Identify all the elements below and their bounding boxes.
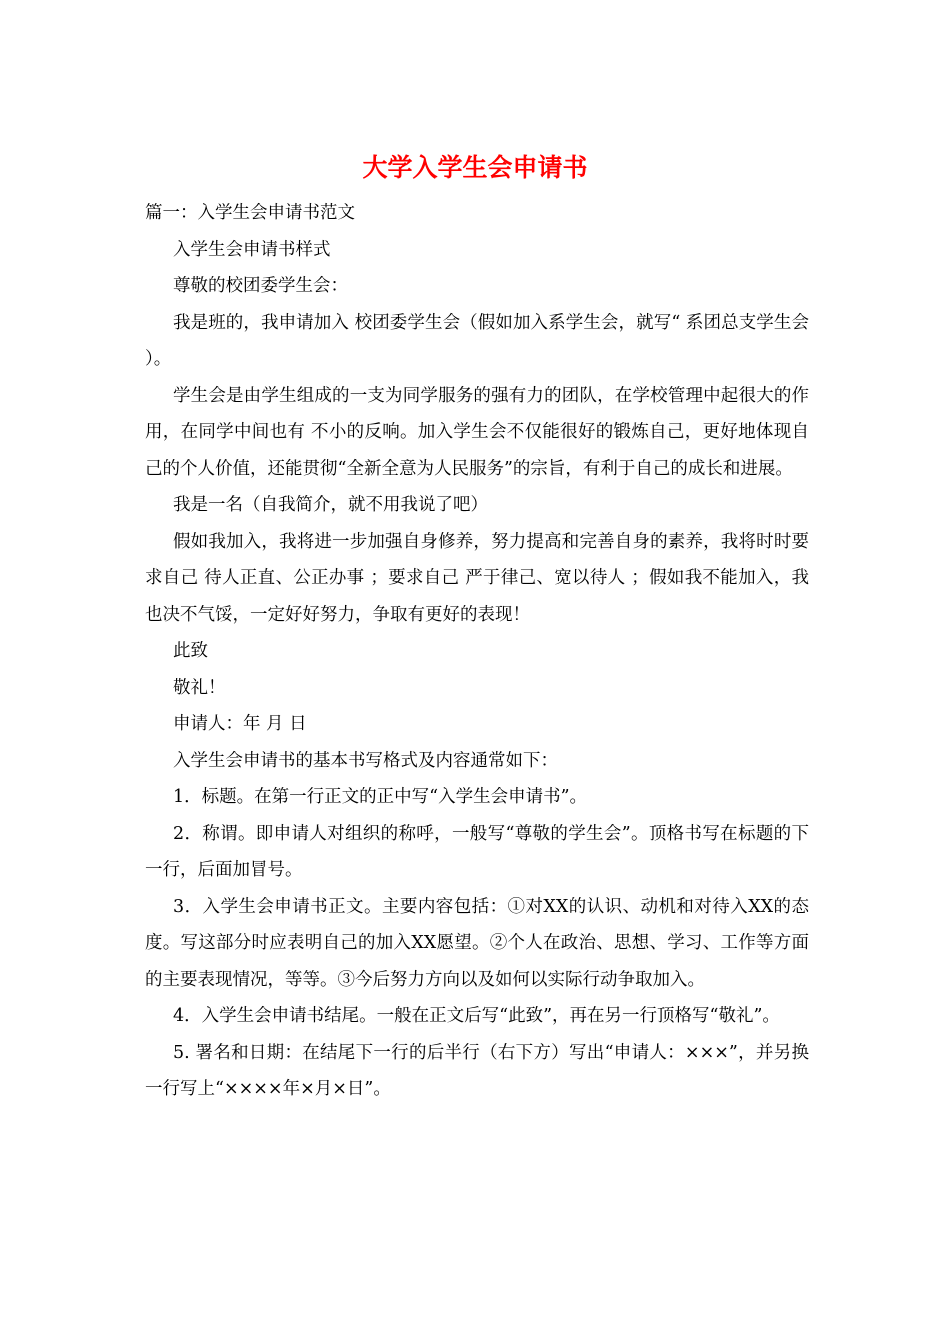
- document-body: [145, 195, 809, 1108]
- paragraph: 入学生会申请书的基本书写格式及内容通常如下：: [173, 750, 558, 771]
- paragraph: 我是一名（自我简介，就不用我说了吧）: [173, 495, 488, 515]
- paragraph: 我是班的，我申请加入 校团委学生会（假如加入系学生会，就写“ 系团总支学生会 ）。: [145, 312, 809, 369]
- section-heading: 篇一：入学生会申请书范文: [145, 203, 355, 223]
- list-item: 1．标题。在第一行正文的正中写“入学生会申请书”。: [173, 787, 588, 807]
- closing-line: 此致: [173, 641, 208, 661]
- paragraph: 假如我加入，我将进一步加强自身修养，努力提高和完善自身的素养，我将时时要求自己 待人正直、公正办事 ；要求自己 严于律己、宽以待人 ；假如我不能加入，我也决不气馁，一定好好努力，争取有更好的表现！: [145, 531, 809, 625]
- salutation: 尊敬的校团委学生会：: [173, 276, 348, 296]
- paragraph: 入学生会申请书样式: [173, 239, 331, 260]
- list-item: 4．入学生会申请书结尾。一般在正文后写“此致”，再在另一行顶格写“敬礼”。: [173, 1006, 780, 1026]
- document-title: 大学入学生会申请书: [362, 153, 588, 182]
- list-item: 2．称谓。即申请人对组织的称呼，一般写“尊敬的学生会”。顶格书写在标题的下一行，后面加冒号。: [145, 823, 809, 880]
- signature-line: 申请人：年 月 日: [173, 714, 307, 734]
- list-item: 3．入学生会申请书正文。主要内容包括：①对XX的认识、动机和对待入XX的态度。写这部分时应表明自己的加入XX愿望。②个人在政治、思想、学习、工作等方面的主要表现情况，等等。③今后努力方向以及如何以实际行动争取加入。: [145, 896, 809, 990]
- list-item: 5. 署名和日期：在结尾下一行的后半行（右下方）写出“申请人：×××”，并另换一行写上“××××年×月×日”。: [145, 1042, 809, 1099]
- paragraph: 学生会是由学生组成的一支为同学服务的强有力的团队，在学校管理中起很大的作用，在同学中间也有 不小的反响。加入学生会不仅能很好的锻炼自己，更好地体现自己的个人价值，还能贯彻“全新全意为人民服务”的宗旨，有利于自己的成长和进展。: [145, 385, 809, 479]
- closing-line: 敬礼！: [173, 677, 226, 698]
